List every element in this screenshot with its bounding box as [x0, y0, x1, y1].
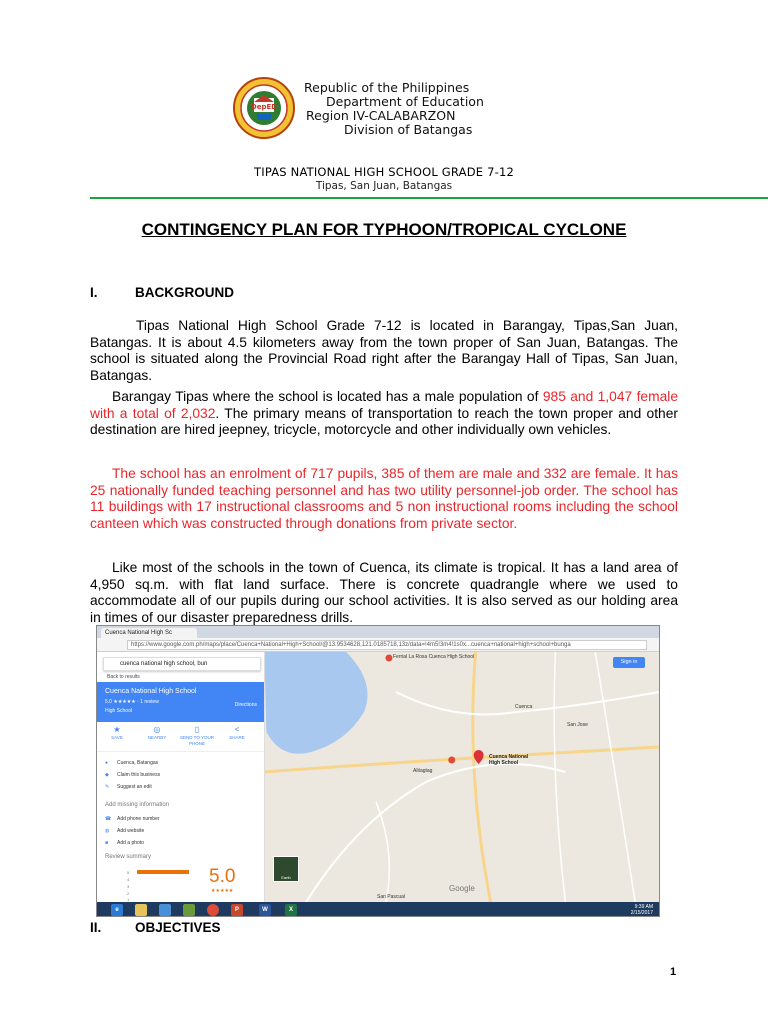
taskbar-clock [631, 904, 653, 916]
nearby-label: NEARBY [147, 735, 167, 740]
add-website-link[interactable] [105, 828, 144, 834]
shield-icon: ◆ [105, 772, 109, 778]
chrome-icon[interactable] [207, 904, 219, 916]
population-text-b: . The primary means of transportation to reach the town proper and other destination are hired jeepney, tricycle, motorcycle and other individually own vehicles. [90, 405, 678, 438]
media-icon[interactable] [159, 904, 171, 916]
send-to-phone-button[interactable] [179, 725, 215, 747]
school-name: TIPAS NATIONAL HIGH SCHOOL GRADE 7-12 [254, 165, 514, 179]
header-region: Region IV-CALABARZON [306, 108, 456, 123]
add-phone-link[interactable] [105, 816, 160, 822]
missing-info-heading: Add missing information [105, 802, 170, 808]
review-summary-heading: Review summary [105, 854, 152, 860]
section-title: BACKGROUND [135, 285, 234, 300]
place-panel [97, 652, 265, 902]
share-label: SHARE [229, 735, 245, 740]
share-icon: < [234, 725, 240, 734]
header-divider [90, 197, 768, 199]
header-division: Division of Batangas [344, 122, 473, 137]
location-pin-icon: ● [105, 760, 109, 766]
place-type: High School [105, 708, 132, 714]
add-photo-text: Add a photo [117, 840, 144, 846]
folder-icon[interactable] [135, 904, 147, 916]
page-number: 1 [670, 966, 677, 978]
claim-business-link[interactable] [105, 772, 160, 778]
map-label-alitagtag: Alitagtag [413, 768, 433, 774]
map-label-san-pascual: San Pascual [377, 894, 406, 900]
place-name: Cuenca National High School [105, 688, 197, 695]
school-location: Tipas, San Juan, Batangas [315, 180, 453, 192]
seal-text: DepED [250, 103, 278, 111]
send-label: SEND TO YOUR PHONE [179, 735, 214, 746]
suggest-text: Suggest an edit [117, 784, 152, 790]
population-text-a: Barangay Tipas where the school is located has a male population of [112, 389, 543, 404]
population-figures: 985 and 1,047 female with a total of 2,032 [90, 389, 678, 421]
paragraph-enrolment: The school has an enrolment of 717 pupils, 385 of them are male and 332 are female. It has 25 nationally funded teaching personnel and has two utility personnel-job order. The school has 11 buildings with 17 instructional classrooms and 5 non instructional rooms including the school canteen which was constructed through donations from private sector. [90, 466, 678, 531]
suggest-edit-link[interactable] [105, 784, 152, 790]
deped-seal-logo [232, 76, 296, 140]
phone-icon: ▯ [194, 725, 200, 734]
review-count-label: 1 [127, 897, 130, 902]
nearby-icon: ◎ [153, 725, 161, 734]
sign-in-button[interactable]: Sign in [613, 657, 645, 668]
section-objectives-heading [90, 920, 221, 935]
section-number: I. [90, 285, 98, 300]
review-stars: ★★★★★ [211, 888, 234, 894]
windows-taskbar [97, 902, 659, 917]
clock-time: 9:39 AM [634, 904, 653, 910]
header-department: Department of Education [326, 94, 484, 109]
paragraph-population [90, 389, 678, 439]
review-count-label: 2 [127, 891, 130, 896]
place-rating: 5.0 ★★★★★ · 1 review [105, 699, 159, 705]
section-title: OBJECTIVES [135, 920, 221, 935]
map-marker [385, 655, 392, 662]
share-button[interactable] [219, 725, 255, 741]
ie-icon[interactable]: e [111, 904, 123, 916]
browser-tabbar [97, 626, 659, 638]
save-label: SAVE [111, 735, 123, 740]
place-address [105, 760, 158, 766]
map-marker [448, 757, 455, 764]
maps-search-input[interactable]: cuenca national high school, bun [103, 657, 261, 671]
add-photo-link[interactable] [105, 840, 144, 846]
browser-tab: Cuenca National High Sc [101, 628, 197, 638]
section-background-heading [90, 285, 234, 300]
claim-text: Claim this business [117, 772, 161, 778]
paragraph-climate: Like most of the schools in the town of Cuenca, its climate is tropical. It has a land area of 4,950 sq.m. with flat land surface. There is concrete quadrangle where we used to accommodate all of our pupils during our school activities. It is also served as our holding area in times of our disaster preparedness drills. [90, 560, 678, 625]
review-count-label: 3 [127, 884, 130, 889]
address-text: Cuenca, Batangas [117, 760, 159, 766]
app-icon[interactable] [183, 904, 195, 916]
header-republic: Republic of the Philippines [304, 80, 470, 95]
map-label-san-jose: San Jose [567, 722, 588, 728]
add-phone-text: Add phone number [117, 816, 160, 822]
powerpoint-icon[interactable]: P [231, 904, 243, 916]
nearby-button[interactable] [139, 725, 175, 741]
map-label-cuenca: Cuenca [515, 704, 533, 710]
earth-toggle[interactable]: Earth [273, 856, 299, 882]
browser-urlbar [97, 638, 659, 652]
review-bar-5 [137, 870, 189, 874]
back-to-results-link[interactable]: Back to results [107, 674, 140, 680]
bookmark-icon: ★ [113, 725, 121, 734]
word-icon[interactable]: W [259, 904, 271, 916]
place-actions [97, 722, 265, 752]
excel-icon[interactable]: X [285, 904, 297, 916]
map-label-school: Cuenca National High School [489, 754, 529, 766]
camera-icon: ■ [105, 840, 109, 846]
directions-button[interactable]: Directions [234, 702, 257, 708]
save-button[interactable] [99, 725, 135, 741]
map-label-top: Ferrial La Rosa Cuenca High School [393, 654, 475, 660]
place-header-card [97, 682, 265, 722]
review-count-label: 5 [127, 870, 130, 875]
add-website-text: Add website [117, 828, 145, 834]
review-score: 5.0 [209, 866, 236, 887]
paragraph-location: Tipas National High School Grade 7-12 is located in Barangay, Tipas,San Juan, Batangas. It is about 4.5 kilometers away from the town proper of San Juan, Batangas. The school is situated along the Provincial Road right after the Barangay Hall of Tipas, San Juan, Batangas. [90, 318, 678, 383]
map-screenshot [96, 625, 660, 917]
edit-icon: ✎ [105, 784, 110, 790]
google-logo: Google [449, 884, 475, 893]
review-count-label: 4 [127, 877, 130, 882]
document-title: CONTINGENCY PLAN FOR TYPHOON/TROPICAL CYCLONE [141, 220, 627, 239]
phone-call-icon: ☎ [105, 816, 112, 822]
clock-date: 2/15/2017 [630, 910, 653, 916]
address-bar: https://www.google.com.ph/maps/place/Cuenca+National+High+School/@13.9534628,121.0185718,13z/data=!4m5!3m4!1s0x...cuenca+national+high+school+bunga [127, 640, 647, 650]
globe-icon: ◍ [105, 828, 110, 834]
section-number: II. [90, 920, 102, 935]
